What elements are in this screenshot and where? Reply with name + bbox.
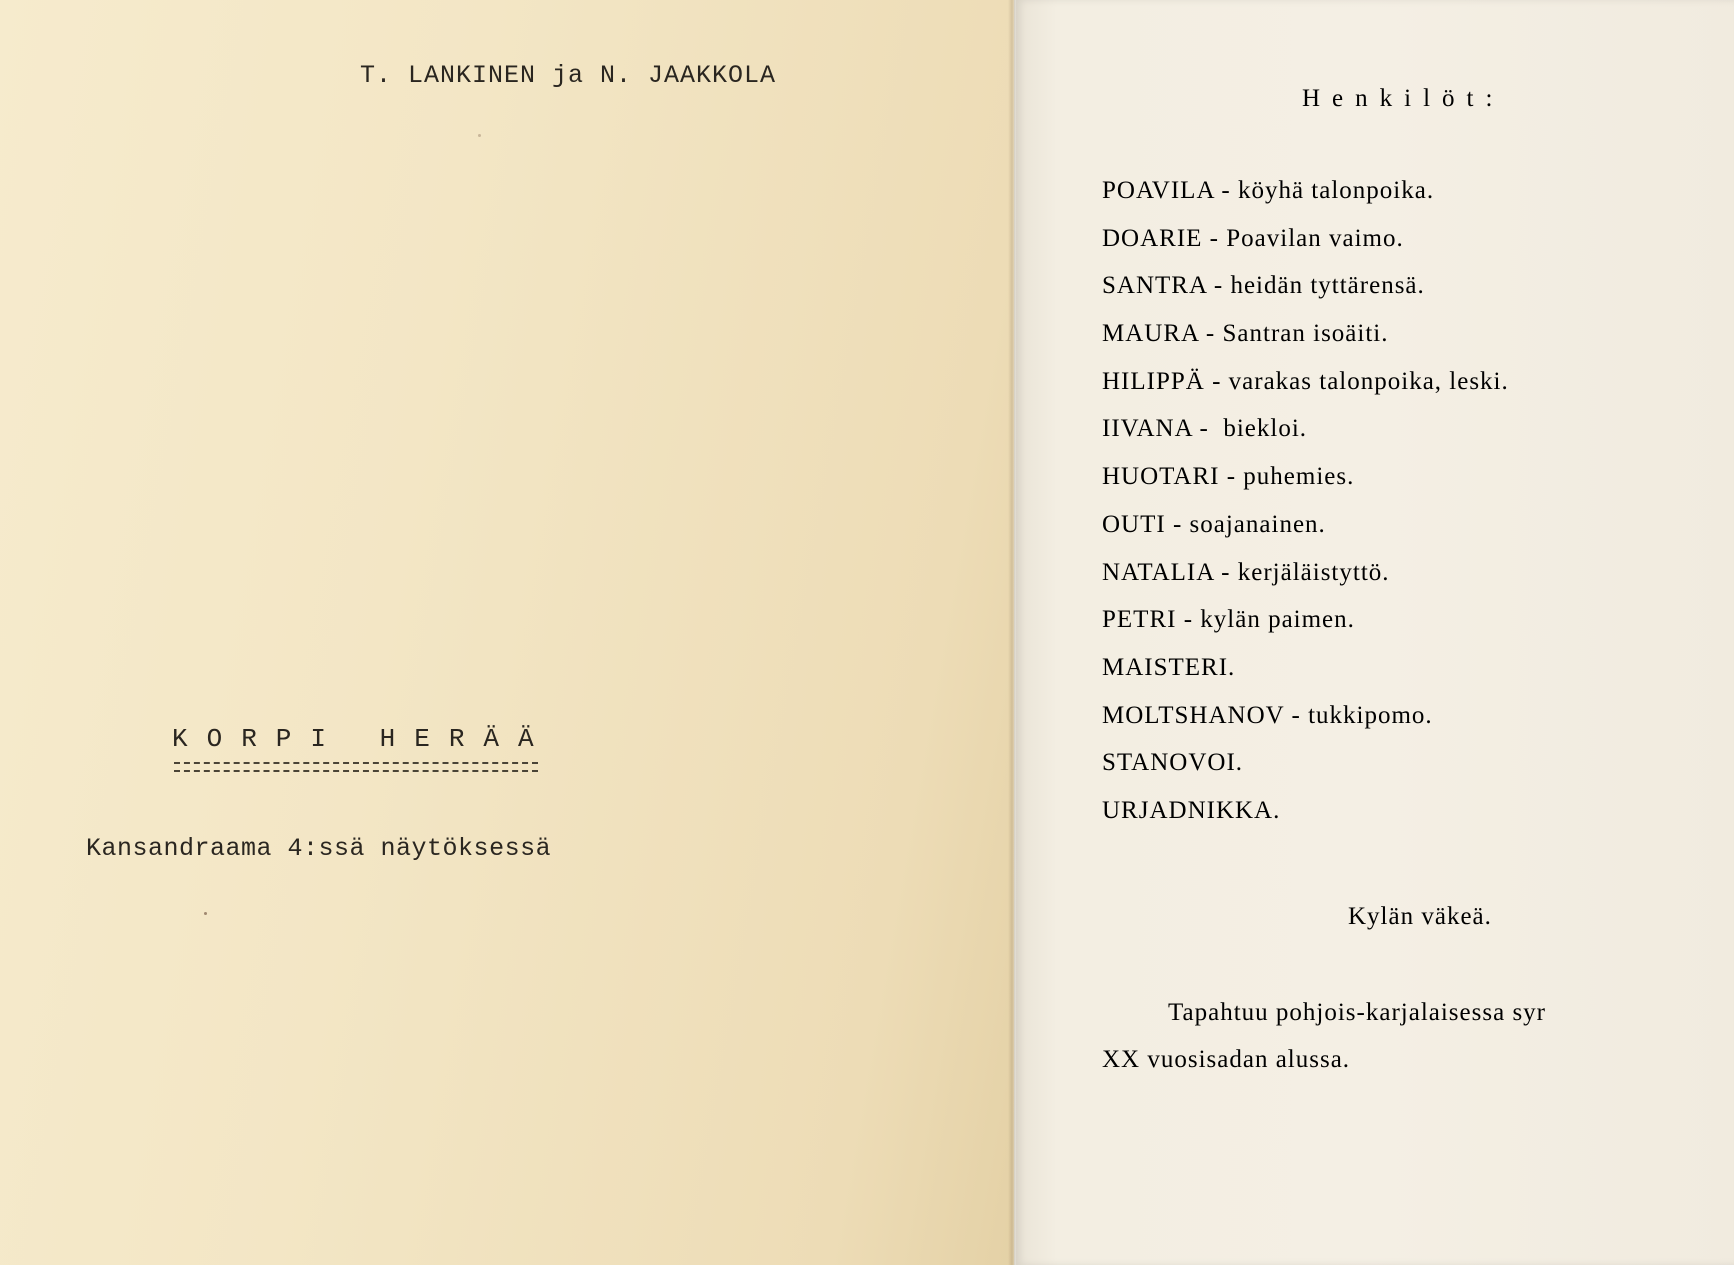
cast-item: IIVANA - biekloi. (1102, 415, 1308, 443)
cast-item: SANTRA - heidän tyttärensä. (1102, 272, 1425, 300)
cast-list (1102, 178, 1509, 846)
cast-item: STANOVOI. (1102, 749, 1244, 777)
cast-item: MOLTSHANOV - tukkipomo. (1102, 701, 1433, 729)
authors-line: T. LANKINEN ja N. JAAKKOLA (360, 61, 777, 90)
setting-line-2: XX vuosisadan alussa. (1102, 1046, 1351, 1073)
cast-item: URJADNIKKA. (1102, 796, 1281, 824)
cast-item: POAVILA - köyhä talonpoika. (1102, 177, 1435, 204)
cast-item: NATALIA - kerjäläistyttö. (1102, 558, 1390, 586)
cast-item: DOARIE - Poavilan vaimo. (1102, 224, 1404, 252)
cast-item: HUOTARI - puhemies. (1102, 463, 1355, 491)
play-title: KORPI HERÄÄ (172, 724, 553, 754)
play-subtitle: Kansandraama 4:ssä näytöksessä (86, 834, 552, 863)
cast-heading: Henkilöt: (1302, 85, 1505, 112)
paper-speck (478, 134, 481, 137)
chorus-line: Kylän väkeä. (1348, 903, 1492, 930)
cast-item: OUTI - soajanainen. (1102, 510, 1326, 538)
cast-item: HILIPPÄ - varakas talonpoika, leski. (1102, 367, 1509, 395)
paper-speck (204, 912, 207, 915)
title-double-underline (174, 762, 538, 772)
cast-item: MAISTERI. (1102, 653, 1236, 681)
cast-item: MAURA - Santran isoäiti. (1102, 320, 1389, 348)
page-fold (1008, 0, 1016, 1265)
setting-line-1: Tapahtuu pohjois-karjalaisessa syr (1168, 999, 1546, 1026)
cast-item: PETRI - kylän paimen. (1102, 606, 1355, 634)
